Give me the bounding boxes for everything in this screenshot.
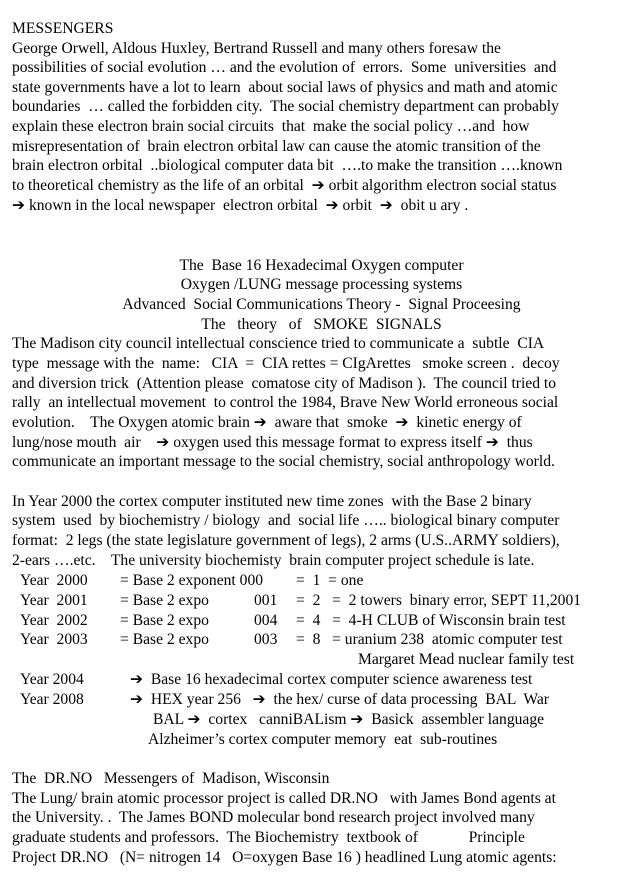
schedule-continuation: BAL ➔ cortex canniBALism ➔ Basick assembler language <box>153 711 545 728</box>
title-line: The theory of SMOKE SIGNALS <box>201 316 442 333</box>
paragraph-line: The Madison city council intellectual conscience tried to communicate a subtle CIA <box>12 335 545 352</box>
schedule-year: Year 2000 <box>20 572 88 589</box>
schedule-year: Year 2004 <box>20 671 84 688</box>
paragraph-line: In Year 2000 the cortex computer instituted new time zones with the Base 2 binary <box>12 493 532 510</box>
paragraph-line: lung/nose mouth air ➔ oxygen used this message format to express itself ➔ thus <box>12 434 533 451</box>
paragraph-line: Project DR.NO (N= nitrogen 14 O=oxygen Base 16 ) headlined Lung atomic agents: <box>12 849 557 866</box>
paragraph-line: explain these electron brain social circuits that make the social policy …and how <box>12 118 530 135</box>
schedule-code: 003 <box>254 631 278 648</box>
title-line: Advanced Social Communications Theory - Signal Proceesing <box>122 296 521 313</box>
paragraph-line: George Orwell, Aldous Huxley, Bertrand Russell and many others foresaw the <box>12 40 501 57</box>
paragraph-line: system used by biochemistry / biology and social life ….. biological binary computer <box>12 512 560 529</box>
schedule-year: Year 2002 <box>20 612 88 629</box>
paragraph-line: type message with the name: CIA = CIA rettes = CIgArettes smoke screen . decoy <box>12 355 560 372</box>
paragraph-line: ➔ known in the local newspaper electron orbital ➔ orbit ➔ obit u ary . <box>12 197 469 214</box>
schedule-eq: = 2 = 2 towers binary error, SEPT 11,2001 <box>296 592 582 609</box>
paragraph-line: misrepresentation of brain electron orbital law can cause the atomic transition of the <box>12 138 541 155</box>
schedule-base: = Base 2 expo <box>120 612 209 629</box>
paragraph-line: possibilities of social evolution … and the evolution of errors. Some universities and <box>12 59 557 76</box>
schedule-code: 004 <box>254 612 278 629</box>
section-heading-messengers: MESSENGERS <box>12 20 114 37</box>
schedule-eq: = 4 = 4-H CLUB of Wisconsin brain test <box>296 612 566 629</box>
schedule-continuation: Alzheimer’s cortex computer memory eat sub-routines <box>148 731 498 748</box>
section-heading-drno: The DR.NO Messengers of Madison, Wisconsin <box>12 770 330 787</box>
paragraph-line: evolution. The Oxygen atomic brain ➔ aware that smoke ➔ kinetic energy of <box>12 414 522 431</box>
paragraph-line: boundaries … called the forbidden city. The social chemistry department can probably <box>12 98 559 115</box>
paragraph-line: rally an intellectual movement to control the 1984, Brave New World erroneous social <box>12 394 559 411</box>
paragraph-line: the University. . The James BOND molecular bond research project involved many <box>12 809 535 826</box>
schedule-text: ➔ HEX year 256 ➔ the hex/ curse of data processing BAL War <box>130 691 549 708</box>
paragraph-line: The Lung/ brain atomic processor project is called DR.NO with James Bond agents at <box>12 790 556 807</box>
schedule-extra: Margaret Mead nuclear family test <box>358 651 575 668</box>
schedule-base: = Base 2 expo <box>120 631 209 648</box>
schedule-eq: = 8 = uranium 238 atomic computer test <box>296 631 563 648</box>
paragraph-line: 2-ears ….etc. The university biochemisty brain computer project schedule is late. <box>12 552 535 569</box>
schedule-code: 001 <box>254 592 278 609</box>
title-line: Oxygen /LUNG message processing systems <box>180 276 463 293</box>
paragraph-line: format: 2 legs (the state legislature government of legs), 2 arms (U.S..ARMY soldiers), <box>12 532 560 549</box>
schedule-year: Year 2008 <box>20 691 84 708</box>
paragraph-line: and diversion trick (Attention please comatose city of Madison ). The council tried to <box>12 375 557 392</box>
paragraph-line: brain electron orbital ..biological computer data bit ….to make the transition ….known <box>12 157 563 174</box>
paragraph-line: state governments have a lot to learn about social laws of physics and math and atomic <box>12 79 558 96</box>
schedule-year: Year 2001 <box>20 592 88 609</box>
paragraph-line: graduate students and professors. The Biochemistry textbook of Principle <box>12 829 525 846</box>
paragraph-line: to theoretical chemistry as the life of an orbital ➔ orbit algorithm electron social status <box>12 177 557 194</box>
schedule-base: = Base 2 exponent 000 <box>120 572 264 589</box>
schedule-base: = Base 2 expo <box>120 592 209 609</box>
schedule-eq: = 1 = one <box>296 572 364 589</box>
title-line: The Base 16 Hexadecimal Oxygen computer <box>179 257 464 274</box>
schedule-text: ➔ Base 16 hexadecimal cortex computer science awareness test <box>130 671 533 688</box>
schedule-year: Year 2003 <box>20 631 88 648</box>
paragraph-line: communicate an important message to the social chemistry, social anthropology world. <box>12 453 555 470</box>
